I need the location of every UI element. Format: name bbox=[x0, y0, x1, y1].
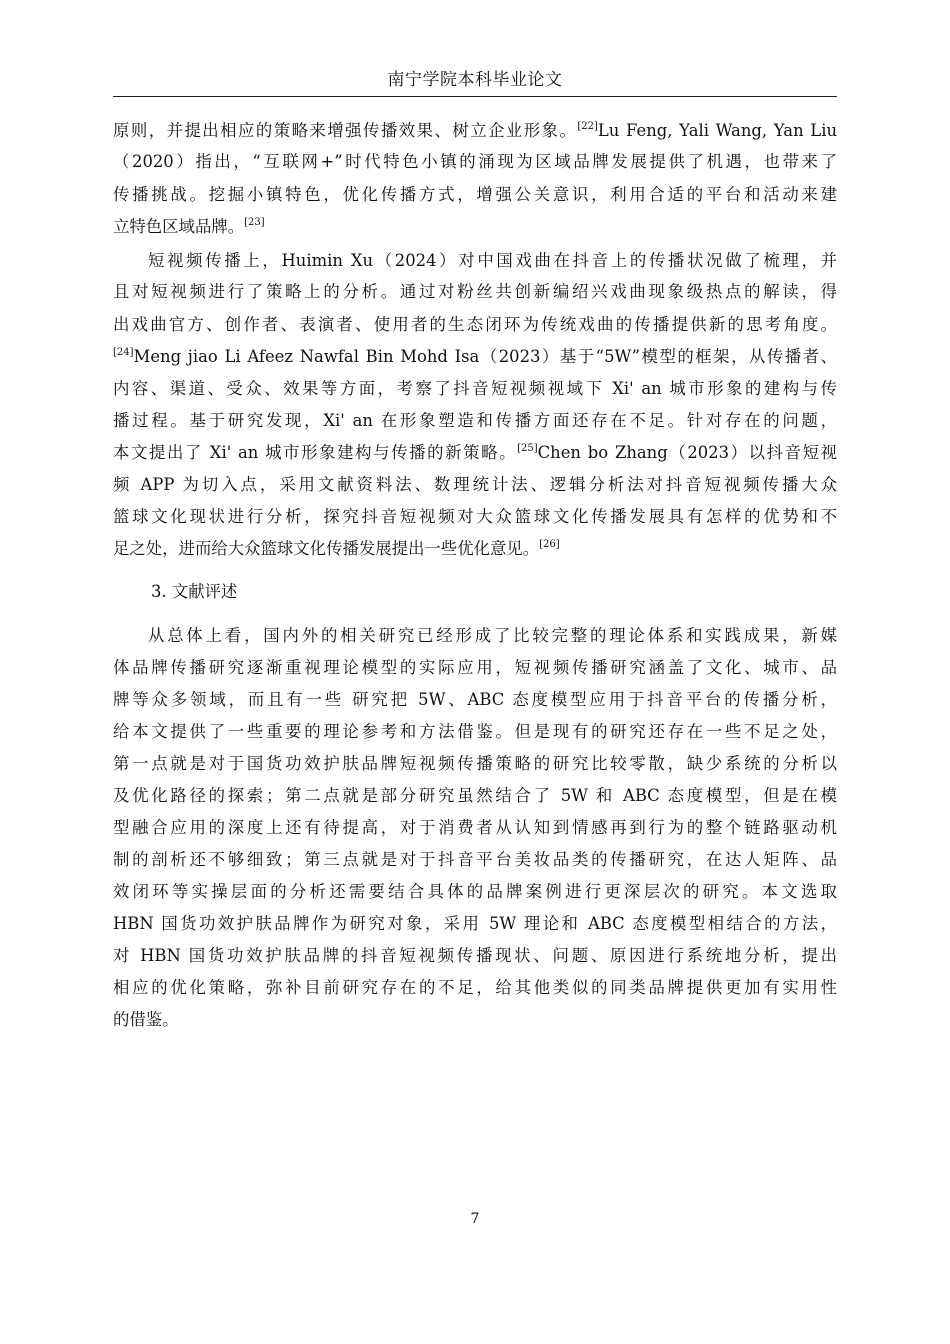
body-line: 第一点就是对于国货功效护肤品牌短视频传播策略的研究比较零散，缺少系统的分析以 bbox=[113, 754, 837, 773]
body-line: 传播挑战。挖掘小镇特色，优化传播方式，增强公关意识，利用合适的平台和活动来建 bbox=[113, 185, 837, 204]
page-number: 7 bbox=[470, 1211, 480, 1227]
body-line: HBN 国货功效护肤品牌作为研究对象，采用 5W 理论和 ABC 态度模型相结合的方法， bbox=[113, 914, 837, 933]
body-line: 牌等众多领域，而且有一些 研究把 5W、ABC 态度模型应用于抖音平台的传播分析， bbox=[113, 690, 837, 709]
body-line: 体品牌传播研究逐渐重视理论模型的实际应用，短视频传播研究涵盖了文化、城市、品 bbox=[113, 658, 837, 677]
citation-ref: [25] bbox=[517, 443, 538, 454]
body-line: 本文提出了 Xi' an 城市形象建构与传播的新策略。[25]Chen bo Zhang（2023）以抖音短视 bbox=[113, 443, 837, 462]
body-line: 原则，并提出相应的策略来增强传播效果、树立企业形象。[22]Lu Feng, Yali Wang, Yan Liu bbox=[113, 121, 837, 140]
body-line: 及优化路径的探索；第二点就是部分研究虽然结合了 5W 和 ABC 态度模型，但是在模 bbox=[113, 786, 837, 805]
body-line: （2020）指出，“互联网+”时代特色小镇的涌现为区域品牌发展提供了机遇，也带来了 bbox=[113, 152, 837, 171]
body-line: 效闭环等实操层面的分析还需要结合具体的品牌案例进行更深层次的研究。本文选取 bbox=[113, 882, 837, 901]
citation-ref: [24] bbox=[113, 347, 134, 358]
body-line: 给本文提供了一些重要的理论参考和方法借鉴。但是现有的研究还存在一些不足之处， bbox=[113, 722, 837, 741]
header-rule bbox=[113, 96, 837, 97]
body-line: 相应的优化策略，弥补目前研究存在的不足，给其他类似的同类品牌提供更加有实用性 bbox=[113, 978, 837, 997]
body-line: 出戏曲官方、创作者、表演者、使用者的生态闭环为传统戏曲的传播提供新的思考角度。 bbox=[113, 315, 837, 334]
body-line: [24]Meng jiao Li Afeez Nawfal Bin Mohd Isa（2023）基于“5W”模型的框架，从传播者、 bbox=[113, 347, 837, 366]
citation-ref: [22] bbox=[577, 121, 598, 132]
body-line: 足之处，进而给大众篮球文化传播发展提出一些优化意见。[26] bbox=[113, 539, 560, 558]
body-line: 立特色区域品牌。[23] bbox=[113, 217, 265, 236]
body-line: 型融合应用的深度上还有待提高，对于消费者从认知到情感再到行为的整个链路驱动机 bbox=[113, 818, 837, 837]
body-line: 短视频传播上，Huimin Xu（2024）对中国戏曲在抖音上的传播状况做了梳理，并 bbox=[148, 251, 837, 270]
body-line: 播过程。基于研究发现，Xi' an 在形象塑造和传播方面还存在不足。针对存在的问题， bbox=[113, 411, 837, 430]
body-line: 频 APP 为切入点，采用文献资料法、数理统计法、逻辑分析法对抖音短视频传播大众 bbox=[113, 475, 837, 494]
body-line: 从总体上看，国内外的相关研究已经形成了比较完整的理论体系和实践成果，新媒 bbox=[148, 626, 837, 645]
body-line: 篮球文化现状进行分析，探究抖音短视频对大众篮球文化传播发展具有怎样的优势和不 bbox=[113, 507, 837, 526]
body-line: 制的剖析还不够细致；第三点就是对于抖音平台美妆品类的传播研究，在达人矩阵、品 bbox=[113, 850, 837, 869]
section-heading: 3. 文献评述 bbox=[151, 582, 238, 601]
body-line: 内容、渠道、受众、效果等方面，考察了抖音短视频视域下 Xi' an 城市形象的建构与传 bbox=[113, 379, 837, 398]
body-line: 的借鉴。 bbox=[113, 1010, 179, 1029]
citation-ref: [26] bbox=[539, 539, 560, 550]
citation-ref: [23] bbox=[244, 217, 265, 228]
body-line: 对 HBN 国货功效护肤品牌的抖音短视频传播现状、问题、原因进行系统地分析，提出 bbox=[113, 946, 837, 965]
running-header: 南宁学院本科毕业论文 bbox=[387, 70, 563, 90]
body-line: 且对短视频进行了策略上的分析。通过对粉丝共创新编绍兴戏曲现象级热点的解读，得 bbox=[113, 282, 837, 301]
